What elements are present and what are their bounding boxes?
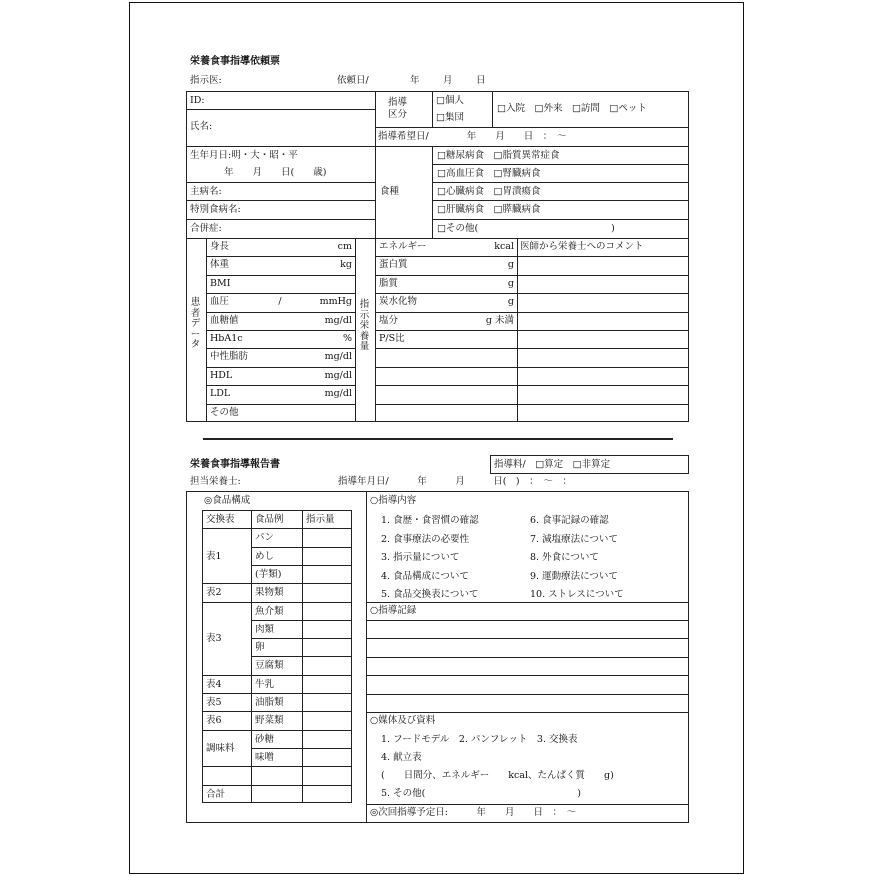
guidance-item: 6. 食事記録の確認 (530, 515, 609, 526)
record-label: ○指導記録 (370, 605, 417, 616)
food-example: 卵 (255, 642, 265, 653)
desired-date: 指導希望日/ 年 月 日 ： 〜 (378, 131, 567, 142)
patient-row-label: その他 (210, 407, 239, 418)
report-date-line: 指導年月日/ 年 月 日( ) ： 〜 ： (338, 476, 572, 487)
row-divider (206, 275, 355, 276)
food-example: 野菜類 (255, 715, 284, 726)
patient-row-unit: % (342, 333, 352, 344)
exchange-group: 表4 (206, 679, 222, 690)
fee-label[interactable]: 指導料/ □算定 □非算定 (494, 459, 611, 470)
option-individual[interactable]: □個人 (436, 95, 464, 106)
request-year: 年 (410, 75, 420, 86)
patient-row-label: HbA1c (210, 333, 243, 344)
food-example: (芋類) (255, 569, 282, 580)
guidance-item: 10. ストレスについて (530, 589, 624, 600)
guidance-item: 2. 食事療法の必要性 (381, 534, 470, 545)
media-line: 5. その他( ) (381, 788, 581, 799)
exchange-group: 表3 (206, 633, 222, 644)
row-divider (202, 785, 352, 786)
row-divider (251, 656, 352, 657)
row-divider (251, 565, 352, 566)
category-label-2: 区分 (388, 109, 408, 120)
exchange-group: 調味料 (206, 743, 235, 754)
patient-data-label: 患 者 デ ー タ (190, 297, 201, 350)
row-divider (202, 528, 352, 529)
diet-option[interactable]: □心臓病食 □胃潰瘍食 (437, 186, 541, 197)
comment-label: 医師から栄養士へのコメント (520, 241, 644, 252)
patient-row-unit: mg/dl (324, 351, 352, 362)
diet-option[interactable]: □その他( ) (437, 223, 615, 234)
exchange-group: 合計 (206, 789, 226, 800)
request-day: 日 (476, 75, 486, 86)
patient-row-label: 血圧 (210, 296, 230, 307)
option-group[interactable]: □集団 (436, 112, 464, 123)
row-divider (375, 404, 689, 405)
row-divider (206, 367, 355, 368)
nutrient-row-label: 脂質 (379, 278, 399, 289)
media-label: ○媒体及び資料 (370, 715, 436, 726)
guidance-item: 1. 食歴・食習慣の確認 (381, 515, 479, 526)
row-divider (202, 693, 352, 694)
row-divider (202, 730, 352, 731)
id-label: ID: (190, 95, 205, 106)
patient-row-label: HDL (210, 370, 233, 381)
row-divider (202, 583, 352, 584)
row-divider (206, 256, 355, 257)
request-title: 栄養食事指導依頼票 (190, 56, 280, 67)
nutrient-row-label: エネルギー (379, 241, 427, 252)
guidance-item: 9. 運動療法について (530, 571, 618, 582)
food-example: めし (255, 551, 275, 562)
exchange-group: 表6 (206, 715, 222, 726)
setting-options[interactable]: □入院 □外来 □訪問 □ペット (497, 103, 647, 114)
request-date-label: 依頼日/ (337, 75, 369, 86)
row-divider (251, 547, 352, 548)
exchange-group: 表2 (206, 587, 222, 598)
row-divider (375, 385, 689, 386)
food-example: 油脂類 (255, 697, 284, 708)
patient-row-unit: / mmHg (278, 296, 352, 307)
patient-row-unit: mg/dl (324, 388, 352, 399)
row-divider (375, 348, 689, 349)
patient-row-label: BMI (210, 278, 231, 289)
row-divider (251, 620, 352, 621)
row-divider (202, 766, 352, 767)
dietitian-label: 担当栄養士: (190, 476, 241, 487)
patient-row-label: 身長 (210, 241, 230, 252)
row-divider (206, 348, 355, 349)
category-label-1: 指導 (388, 97, 408, 108)
nutrient-row-unit: kcal (494, 241, 514, 252)
food-example: 豆腐類 (255, 660, 284, 671)
composition-label: ◎食品構成 (204, 495, 251, 506)
name-label: 氏名: (190, 121, 213, 132)
food-example: パン (255, 532, 275, 543)
diet-option[interactable]: □糖尿病食 □脂質異常症食 (437, 150, 560, 161)
dob-label: 生年月日:明・大・昭・平 (190, 150, 298, 161)
diet-option[interactable]: □肝臓病食 □膵臓病食 (437, 204, 541, 215)
patient-row-unit: mg/dl (324, 370, 352, 381)
guidance-item: 7. 減塩療法について (530, 534, 618, 545)
patient-row-label: 体重 (210, 259, 230, 270)
column-header: 指示量 (306, 514, 335, 525)
media-line: 1. フードモデル 2. パンフレット 3. 交換表 (381, 734, 578, 745)
row-divider (375, 293, 689, 294)
row-divider (375, 312, 689, 313)
row-divider (206, 385, 355, 386)
row-divider (375, 256, 689, 257)
doctor-label: 指示医: (190, 75, 222, 86)
special-disease-label: 特別食病名: (190, 204, 241, 215)
media-line: ( 日間分、エネルギー kcal、たんぱく質 g) (381, 770, 614, 781)
column-header: 交換表 (206, 514, 235, 525)
content-label: ○指導内容 (370, 495, 417, 506)
dob-line: 年 月 日( 歳) (224, 167, 327, 178)
guidance-item: 4. 食品構成について (381, 571, 469, 582)
column-header: 食品例 (255, 514, 284, 525)
guidance-item: 5. 食品交換表について (381, 589, 479, 600)
row-divider (251, 748, 352, 749)
nutrient-row-unit: g 未満 (485, 315, 514, 326)
row-divider (202, 675, 352, 676)
row-divider (202, 711, 352, 712)
instruction-label: 指 示 栄 養 量 (359, 299, 370, 352)
complication-label: 合併症: (190, 223, 222, 234)
row-divider (206, 293, 355, 294)
patient-row-unit: mg/dl (324, 315, 352, 326)
nutrient-row-unit: g (507, 296, 514, 307)
row-divider (251, 638, 352, 639)
diet-label: 食種 (380, 186, 400, 197)
row-divider (375, 330, 689, 331)
row-divider (202, 602, 352, 603)
nutrient-row-label: 塩分 (379, 315, 399, 326)
guidance-item: 8. 外食について (530, 552, 599, 563)
disease-label: 主病名: (190, 186, 222, 197)
media-line: 4. 献立表 (381, 752, 422, 763)
request-month: 月 (443, 75, 453, 86)
food-example: 肉類 (255, 624, 275, 635)
nutrient-row-label: 炭水化物 (379, 296, 418, 307)
patient-row-unit: kg (340, 259, 352, 270)
row-divider (375, 275, 689, 276)
patient-row-label: 血糖値 (210, 315, 239, 326)
row-divider (206, 404, 355, 405)
row-divider (206, 330, 355, 331)
next-date: ◎次回指導予定日: 年 月 日 ： 〜 (370, 807, 577, 818)
nutrient-row-unit: g (507, 259, 514, 270)
patient-row-label: LDL (210, 388, 231, 399)
food-example: 魚介類 (255, 606, 284, 617)
report-title: 栄養食事指導報告書 (190, 459, 280, 470)
nutrient-row-label: 蛋白質 (379, 259, 408, 270)
food-example: 味噌 (255, 752, 275, 763)
diet-option[interactable]: □高血圧食 □腎臓病食 (437, 168, 541, 179)
patient-row-label: 中性脂肪 (210, 351, 249, 362)
food-example: 牛乳 (255, 679, 275, 690)
food-example: 果物類 (255, 587, 284, 598)
guidance-item: 3. 指示量について (381, 552, 460, 563)
exchange-group: 表1 (206, 551, 222, 562)
row-divider (206, 312, 355, 313)
nutrient-row-label: P/S比 (379, 333, 405, 344)
nutrient-row-unit: g (507, 278, 514, 289)
row-divider (375, 367, 689, 368)
exchange-group: 表5 (206, 697, 222, 708)
food-example: 砂糖 (255, 734, 275, 745)
patient-row-unit: cm (337, 241, 352, 252)
